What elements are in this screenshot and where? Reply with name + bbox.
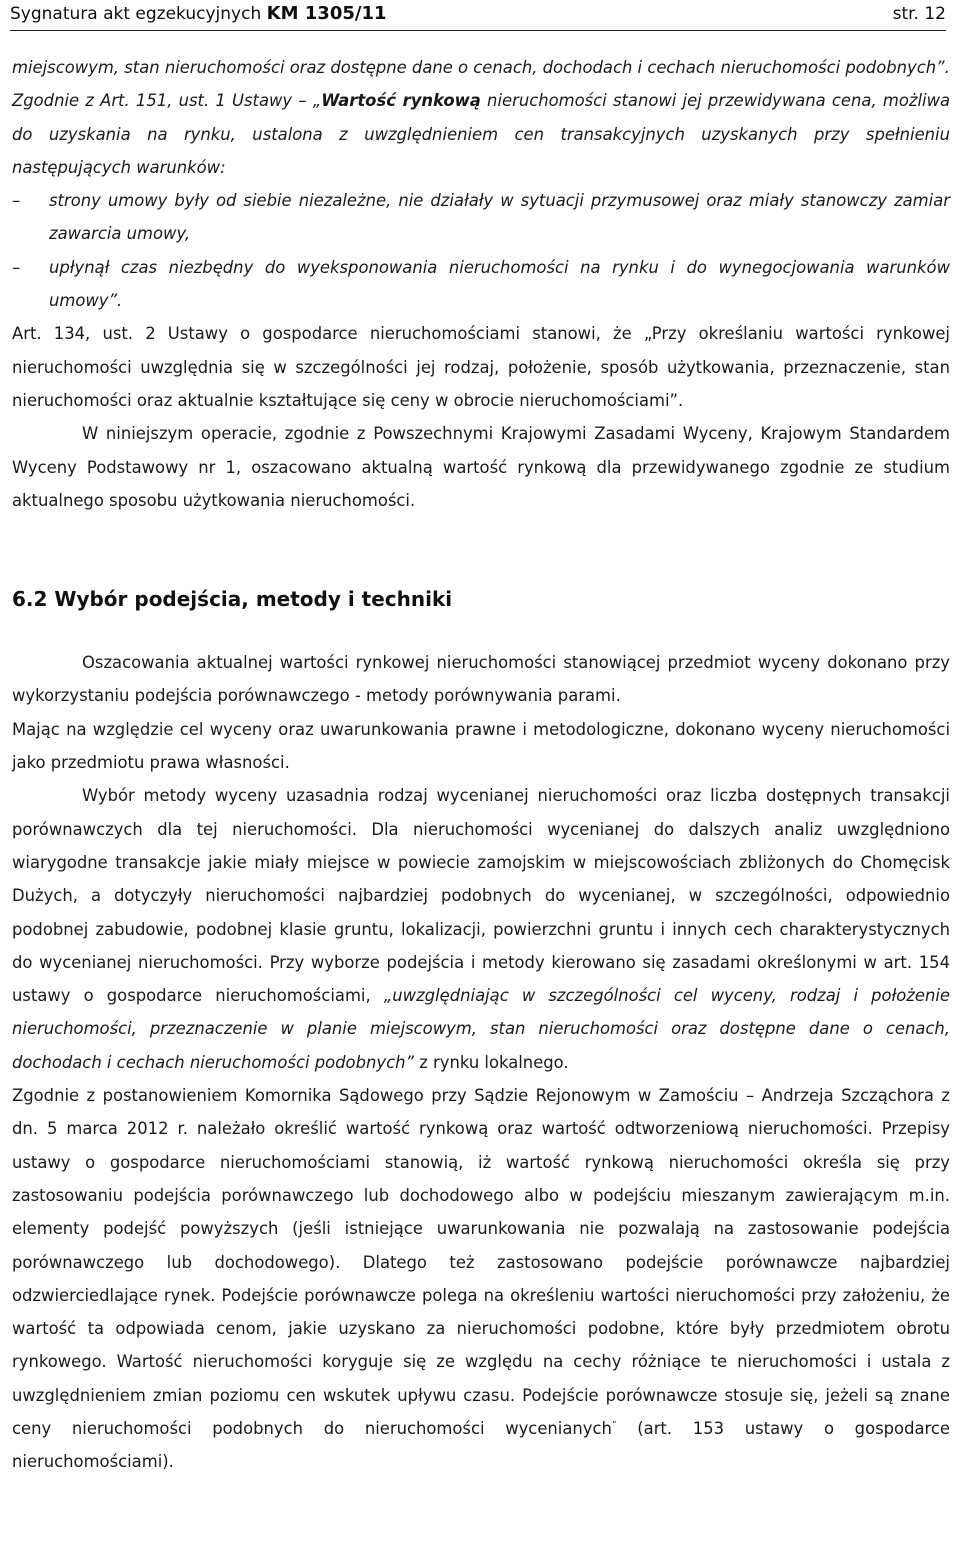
paragraph-purpose: Mając na względzie cel wyceny oraz uwarunkowania prawne i metodologiczne, dokonano wyceny nieruchomości jako przedmiotu prawa własności. — [12, 719, 950, 773]
list-item — [12, 184, 950, 251]
list-item — [12, 251, 950, 318]
method-italic-quote: „uwzględniając w szczególności cel wyceny, rodzaj i położenie nieruchomości, przeznaczenie w planie miejscowym, stan nieruchomości oraz dostępne dane o cenach, dochodach i cechach nieruchomości podobnych” — [12, 986, 950, 1072]
signature-prefix: Sygnatura akt egzekucyjnych — [10, 4, 262, 24]
paragraph-continuation: miejscowym, stan nieruchomości oraz dostępne dane o cenach, dochodach i cechach nieruchomości podobnych”. — [12, 58, 950, 77]
def-bold-term: Wartość rynkową — [321, 91, 481, 111]
dash-marker: – — [12, 257, 21, 277]
list-item-text: strony umowy były od siebie niezależne, nie działały w sytuacji przymusowej oraz miały stanowczy zamiar zawarcia umowy, — [49, 191, 950, 244]
case-signature — [10, 2, 387, 26]
document-body — [12, 51, 950, 1479]
paragraph-market-value-definition — [12, 84, 950, 184]
signature-code: KM 1305/11 — [266, 3, 387, 24]
order-text: Zgodnie z postanowieniem Komornika Sądowego przy Sądzie Rejonowym w Zamościu – Andrzeja Szcząchora z dn. 5 marca 2012 r. należało określić wartość rynkową oraz wartość odtworzeniową nieruchomości. Przepisy ustawy o gospodarce nieruchomościami stanowią, iż wartość rynkową nieruchomości określa się przy zastosowaniu podejścia porównawczego lub dochodowego albo w podejściu mieszanym zawierającym m.in. elementy podejść powyższych (jeśli istniejące uwarunkowania nie pozwalają na zastosowanie podejścia porównawczego lub dochodowego). Dlatego też zastosowano podejście porównawcze najbardziej odzwierciedlające rynek. Podejście porównawcze polega na określeniu wartości nieruchomości przy założeniu, że wartość ta odpowiada cenom, jakie uzyskano za nieruchomości podobne, które były przedmiotem obrotu rynkowego. Wartość nieruchomości koryguje się ze względu na cechy różniące te nieruchomości i ustala z uwzględnieniem zmian poziomu cen wskutek upływu czasu. Podejście porównawcze stosuje się, jeżeli są znane ceny nieruchomości podobnych do nieruchomości wycenianych — [12, 1086, 950, 1438]
paragraph-bailiff-order — [12, 1079, 950, 1479]
quote-mark: ” — [611, 1420, 617, 1431]
order-tail: (art. 153 ustawy o gospodarce nieruchomościami). — [12, 1418, 950, 1472]
page-number: str. 12 — [892, 4, 946, 24]
def-rest: nieruchomości stanowi jej przewidywana cena, możliwa do uzyskania na rynku, ustalona z uwzględnieniem cen transakcyjnych uzyskanych przy spełnieniu następujących warunków: — [12, 91, 951, 177]
paragraph-operat: W niniejszym operacie, zgodnie z Powszechnymi Krajowymi Zasadami Wyceny, Krajowym Standardem Wyceny Podstawowy nr 1, oszacowano aktualną wartość rynkową dla przewidywanego zgodnie ze studium aktualnego sposobu użytkowania nieruchomości. — [12, 424, 950, 510]
def-prefix: Zgodnie z Art. 151, ust. 1 Ustawy – „ — [12, 91, 322, 111]
method-tail: z rynku lokalnego. — [413, 1052, 569, 1072]
page-header — [10, 2, 946, 31]
method-text: Wybór metody wyceny uzasadnia rodzaj wycenianej nieruchomości oraz liczba dostępnych transakcji porównawczych dla tej nieruchomości. Dla nieruchomości wycenianej do dalszych analiz uwzględniono wiarygodne transakcje jakie miały miejsce w powiecie zamojskim w miejscowościach zbliżonych do Chomęcisk Dużych, a dotyczyły nieruchomości najbardziej podobnych do wycenianej, w szczególności, odpowiednio podobnej zabudowie, podobnej klasie gruntu, lokalizacji, powierzchni gruntu i innych cech charakterystycznych do wycenianej nieruchomości. Przy wyborze podejścia i metody kierowano się zasadami określonymi w art. 154 ustawy o gospodarce nieruchomościami, — [12, 786, 950, 1006]
list-item-text: upłynął czas niezbędny do wyeksponowania nieruchomości na rynku i do wynegocjowania warunków umowy”. — [49, 257, 950, 311]
paragraph-art-134: Art. 134, ust. 2 Ustawy o gospodarce nieruchomościami stanowi, że „Przy określaniu wartości rynkowej nieruchomości uwzględnia się w szczególności jej rodzaj, położenie, sposób użytkowania, przeznaczenie, stan nieruchomości oraz aktualnie kształtujące się ceny w obrocie nieruchomościami”. — [12, 324, 950, 410]
section-heading: 6.2 Wybór podejścia, metody i techniki — [12, 587, 453, 612]
paragraph-method-choice — [12, 779, 950, 1079]
paragraph-approach: Oszacowania aktualnej wartości rynkowej nieruchomości stanowiącej przedmiot wyceny dokonano przy wykorzystaniu podejścia porównawczego - metody porównywania parami. — [12, 653, 950, 706]
dash-marker: – — [12, 191, 21, 211]
